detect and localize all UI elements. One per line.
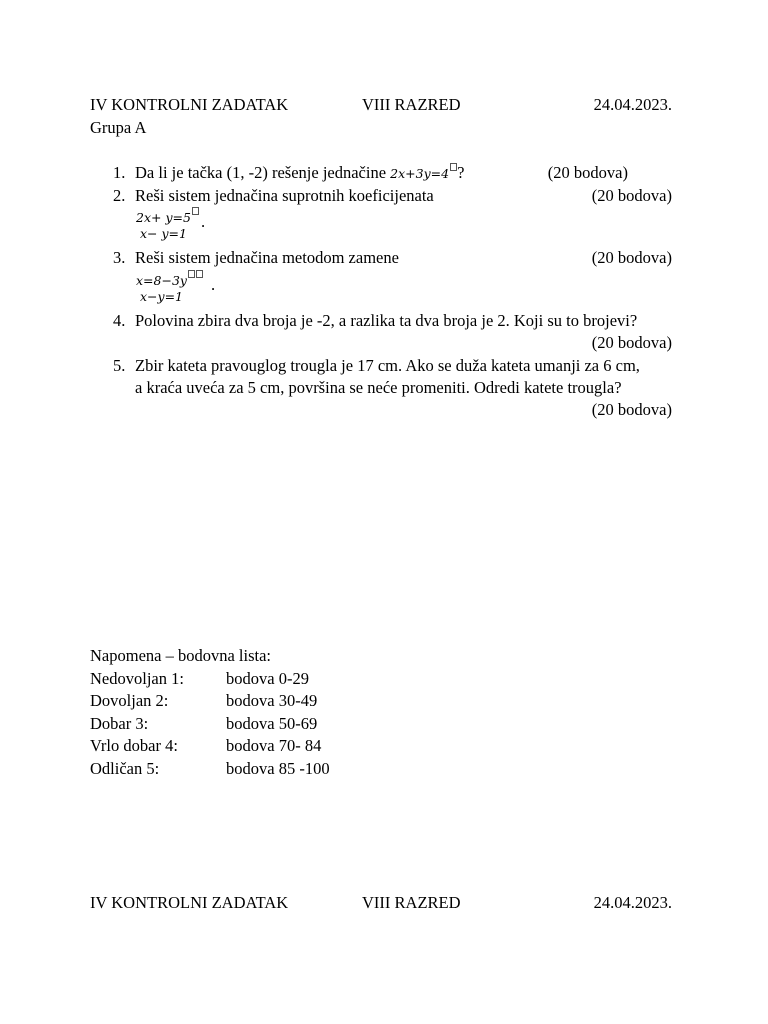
task-number: 3.: [113, 248, 126, 267]
grade-row: [90, 713, 390, 735]
task-text: Reši sistem jednačina suprotnih koeficijenata: [135, 186, 434, 205]
test-date: 24.04.2023.: [593, 95, 672, 114]
grade-name: Odličan 5:: [90, 759, 160, 778]
grade-points: bodova 50-69: [226, 714, 318, 733]
task-1: [90, 162, 672, 184]
test-title: IV KONTROLNI ZADATAK: [90, 893, 289, 912]
grade-name: Vrlo dobar 4:: [90, 736, 178, 755]
task-points: (20 bodova): [591, 248, 672, 267]
equation-line: x=8−3y: [136, 273, 187, 288]
task-points: (20 bodova): [591, 333, 672, 352]
grade-label: VIII RAZRED: [362, 95, 461, 114]
task-number: 5.: [113, 356, 126, 375]
group-label: Grupa A: [90, 118, 147, 137]
grade-points: bodova 85 -100: [226, 759, 330, 778]
grade-row: [90, 758, 390, 780]
grade-points: bodova 30-49: [226, 691, 318, 710]
grade-label: VIII RAZRED: [362, 893, 461, 912]
placeholder-box-icon: [196, 270, 203, 278]
task-number: 1.: [113, 163, 126, 182]
grade-points: bodova 70- 84: [226, 736, 322, 755]
task-suffix: ?: [457, 163, 465, 182]
task-points: (20 bodova): [547, 163, 628, 182]
period-mark: .: [211, 275, 216, 294]
task-text-line-2: a kraća uveća za 5 cm, površina se neće promeniti. Odredi katete trougla?: [135, 378, 622, 397]
header: [90, 94, 672, 116]
task-5: [90, 355, 672, 421]
task-points: (20 bodova): [591, 400, 672, 419]
equation-line: x−y=1: [140, 289, 184, 304]
grade-name: Dobar 3:: [90, 714, 149, 733]
task-text: Da li je tačka (1, -2) rešenje jednačine: [135, 163, 387, 182]
test-title: IV KONTROLNI ZADATAK: [90, 95, 289, 114]
grade-row: [90, 735, 390, 757]
grade-points: bodova 0-29: [226, 669, 309, 688]
grade-row: [90, 690, 390, 712]
period-mark: .: [201, 212, 206, 231]
test-date: 24.04.2023.: [593, 893, 672, 912]
task-points: (20 bodova): [591, 186, 672, 205]
placeholder-box-icon: [188, 270, 195, 278]
task-number: 2.: [113, 186, 126, 205]
task-4: [90, 310, 672, 354]
task-text: Reši sistem jednačina metodom zamene: [135, 248, 399, 267]
task-text-line-1: Zbir kateta pravouglog trougla je 17 cm. Ako se duža kateta umanji za 6 cm,: [135, 356, 640, 375]
placeholder-box-icon: [192, 207, 199, 215]
task-number: 4.: [113, 311, 126, 330]
task-equation: 2x+3y=4: [390, 166, 450, 181]
grade-name: Nedovoljan 1:: [90, 669, 184, 688]
equation-line: 2x+ y=5: [136, 210, 191, 225]
task-text: Polovina zbira dva broja je -2, a razlika ta dva broja je 2. Koji su to brojevi?: [135, 311, 638, 330]
footer-header: [90, 892, 672, 914]
equation-line: x− y=1: [140, 226, 187, 241]
grading-note-title: Napomena – bodovna lista:: [90, 646, 272, 665]
task-3: [90, 247, 672, 307]
grade-row: [90, 668, 390, 690]
task-2: [90, 185, 672, 245]
grade-name: Dovoljan 2:: [90, 691, 169, 710]
